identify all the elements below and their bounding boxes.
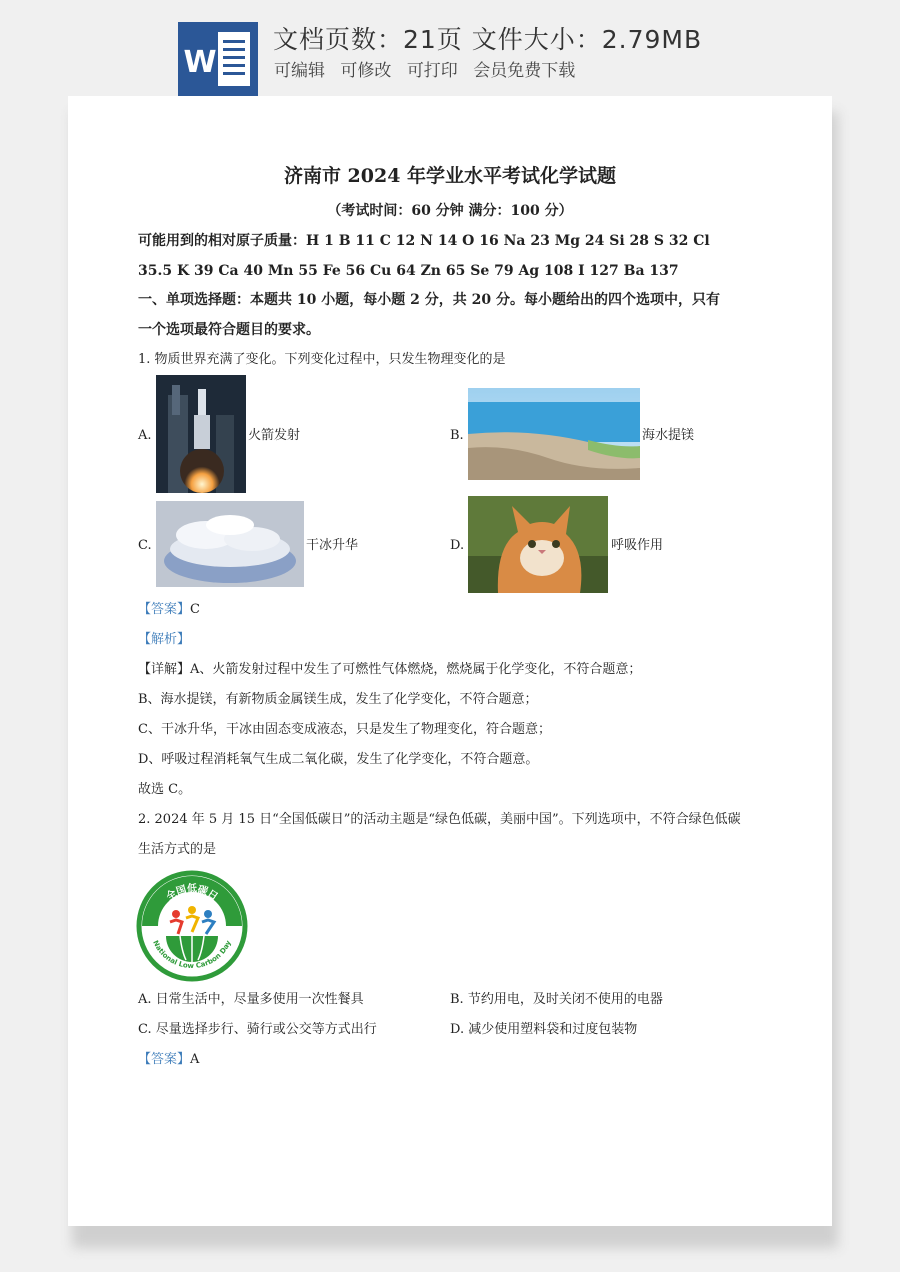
- question-2-stem-line-1: 2. 2024 年 5 月 15 日“全国低碳日”的活动主题是“绿色低碳，美丽中国”。下列选项中，不符合绿色低碳: [138, 812, 741, 827]
- detail-text: A、火箭发射过程中发生了可燃性气体燃烧，燃烧属于化学变化，不符合题意；: [190, 662, 642, 677]
- detail-line-3: C、干冰升华，干冰由固态变成液态，只是发生了物理变化，符合题意；: [138, 722, 551, 737]
- option-a-label: 火箭发射: [248, 428, 301, 443]
- rocket-launch-image: [156, 375, 246, 493]
- logo-cn-text: 全国低碳日: [164, 884, 220, 904]
- word-document-icon: [178, 22, 258, 96]
- q2-option-b: [450, 992, 663, 1008]
- q2-option-b-letter: B.: [450, 992, 464, 1007]
- banner-actions: [274, 56, 585, 81]
- member-download-label[interactable]: 会员免费下载: [473, 61, 576, 81]
- question-1-stem: 1. 物质世界充满了变化。下列变化过程中，只发生物理变化的是: [138, 352, 506, 367]
- q2-option-a-letter: A.: [138, 992, 152, 1007]
- q2-option-d-letter: D.: [450, 1022, 465, 1037]
- option-b-label: 海水提镁: [642, 428, 695, 443]
- q1-answer: [138, 602, 200, 618]
- q2-option-a-text: 日常生活中，尽量多使用一次性餐具: [155, 992, 364, 1007]
- q2-answer-value: A: [190, 1052, 200, 1067]
- detail-tag: 【详解】: [138, 662, 191, 677]
- option-a-letter: A.: [138, 428, 152, 443]
- document-page: [68, 96, 832, 1226]
- cat-image: [468, 496, 608, 593]
- exam-subtitle: （考试时间：60 分钟 满分：100 分）: [327, 203, 573, 219]
- dry-ice-image: [156, 501, 304, 587]
- q2-option-c-text: 尽量选择步行、骑行或公交等方式出行: [155, 1022, 377, 1037]
- q2-option-a: [138, 992, 364, 1008]
- q2-option-d-text: 减少使用塑料袋和过度包装物: [468, 1022, 638, 1037]
- atomic-mass-line-1: 可能用到的相对原子质量：H 1 B 11 C 12 N 14 O 16 Na 23 Mg 24 Si 28 S 32 Cl: [138, 233, 710, 249]
- word-icon-letter: W: [183, 45, 217, 80]
- modifiable-label: 可修改: [340, 61, 392, 81]
- banner-title: 文档页数：21页 文件大小：2.79MB: [273, 25, 703, 54]
- q2-option-b-text: 节约用电，及时关闭不使用的电器: [467, 992, 663, 1007]
- q2-option-c-letter: C.: [138, 1022, 152, 1037]
- download-banner: [0, 0, 900, 96]
- option-d-letter: D.: [450, 538, 465, 553]
- exam-title: 济南市 2024 年学业水平考试化学试题: [283, 165, 617, 187]
- low-carbon-day-logo: [136, 870, 248, 982]
- q2-option-d: [450, 1022, 637, 1038]
- q2-answer-tag: 【答案】: [138, 1052, 191, 1067]
- option-c-label: 干冰升华: [306, 538, 359, 553]
- conclusion: 故选 C。: [138, 782, 192, 797]
- answer-tag: 【答案】: [138, 602, 191, 617]
- detail-line-4: D、呼吸过程消耗氧气生成二氧化碳，发生了化学变化，不符合题意。: [138, 752, 539, 767]
- q2-option-c: [138, 1022, 377, 1038]
- editable-label: 可编辑: [274, 61, 325, 81]
- question-2-stem-line-2: 生活方式的是: [138, 842, 217, 857]
- logo-en-text: National Low Carbon Day: [151, 939, 233, 971]
- atomic-mass-line-2: 35.5 K 39 Ca 40 Mn 55 Fe 56 Cu 64 Zn 65 Se 79 Ag 108 I 127 Ba 137: [138, 263, 679, 279]
- answer-value: C: [190, 602, 200, 617]
- detail-line-1: [138, 662, 641, 678]
- option-c-letter: C.: [138, 538, 152, 553]
- option-d-label: 呼吸作用: [611, 538, 664, 553]
- seawater-image: [468, 388, 640, 480]
- section-heading-line-1: 一、单项选择题：本题共 10 小题，每小题 2 分，共 20 分。每小题给出的四个选项中，只有: [138, 292, 720, 308]
- analysis-tag: 【解析】: [138, 632, 191, 647]
- q2-answer: [138, 1052, 199, 1068]
- printable-label: 可打印: [406, 61, 458, 81]
- section-heading-line-2: 一个选项最符合题目的要求。: [138, 322, 320, 338]
- option-b-letter: B.: [450, 428, 464, 443]
- detail-line-2: B、海水提镁，有新物质金属镁生成，发生了化学变化，不符合题意；: [138, 692, 538, 707]
